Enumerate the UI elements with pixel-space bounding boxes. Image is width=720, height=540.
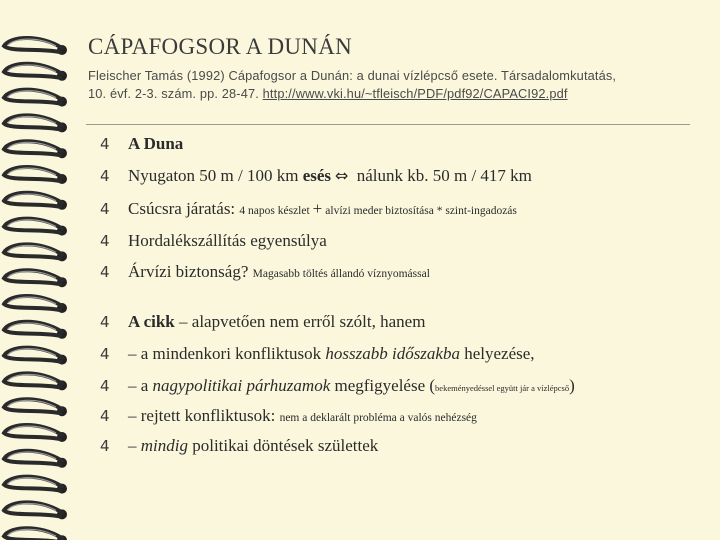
citation-link[interactable]: http://www.vki.hu/~tfleisch/PDF/pdf92/CAPACI92.pdf [262, 86, 568, 101]
item-small: Magasabb töltés állandó víznyomással [252, 268, 430, 280]
slide-title: CÁPAFOGSOR A DUNÁN [88, 34, 353, 59]
bullet-icon: 4 [100, 232, 110, 250]
spiral-ring [4, 528, 67, 540]
list-item [100, 262, 430, 282]
spiral-ring [4, 115, 67, 132]
spiral-ring [4, 477, 67, 494]
item-italic: mindig [140, 436, 188, 455]
spiral-ring [4, 373, 67, 390]
spiral-ring [4, 451, 67, 468]
item-text: Nyugaton 50 m / 100 km [128, 166, 303, 185]
spiral-binding-icon [0, 0, 80, 540]
list-item [100, 344, 535, 364]
spiral-ring [4, 270, 67, 287]
citation-line-1: Fleischer Tamás (1992) Cápafogsor a Dunán: a dunai vízlépcső esete. Társadalomkutatás, [88, 68, 617, 83]
bullet-icon: 4 [100, 200, 110, 218]
item-plus: + [312, 199, 323, 218]
item-italic: hosszabb időszakba [325, 344, 460, 363]
item-text: Hordalékszállítás egyensúlya [128, 231, 327, 250]
spiral-ring [4, 219, 67, 236]
item-tiny: bekeményedéssel együtt jár a vízlépcső [435, 383, 570, 393]
spiral-ring [4, 193, 67, 210]
spiral-ring [4, 322, 67, 339]
item-small: 4 napos készlet [239, 205, 310, 217]
bullet-icon: 4 [100, 167, 110, 185]
spiral-ring [4, 502, 67, 519]
item-text: politikai döntések születtek [187, 436, 379, 455]
list-item [100, 231, 327, 251]
item-text: ) [569, 376, 575, 395]
item-text: nálunk kb. 50 m / 417 km [352, 166, 532, 185]
item-text: megfigyelése ( [330, 376, 436, 395]
spiral-ring [4, 167, 67, 184]
bullet-icon: 4 [100, 313, 110, 331]
item-text: Árvízi biztonság? [128, 262, 253, 281]
spiral-ring [4, 64, 67, 81]
item-text: – a [128, 376, 153, 395]
item-small: alvízi meder biztosítása [325, 205, 434, 217]
item-text: Csúcsra járatás: [128, 199, 240, 218]
list-item [100, 166, 532, 186]
spiral-ring [4, 399, 67, 416]
spiral-ring [4, 425, 67, 442]
list-item [100, 376, 575, 396]
item-small: nem a deklarált probléma a valós nehézség [279, 412, 477, 424]
spiral-ring [4, 38, 67, 55]
spiral-ring [4, 141, 67, 158]
bullet-icon: 4 [100, 263, 110, 281]
item-italic: nagypolitikai párhuzamok [152, 376, 331, 395]
item-text: helyezése, [459, 344, 535, 363]
item-text: A Duna [128, 134, 184, 153]
bullet-icon: 4 [100, 437, 110, 455]
list-item [100, 406, 477, 426]
bullet-icon: 4 [100, 345, 110, 363]
spiral-ring [4, 244, 67, 261]
spiral-ring [4, 348, 67, 365]
bullet-icon: 4 [100, 407, 110, 425]
list-item [100, 134, 183, 154]
list-item [100, 312, 425, 332]
item-small: * szint-ingadozás [433, 205, 517, 217]
spiral-ring [4, 296, 67, 313]
bullet-icon: 4 [100, 135, 110, 153]
citation-line-2: 10. évf. 2-3. szám. pp. 28-47. [88, 86, 263, 101]
item-text: – alapvetően nem erről szólt, hanem [174, 312, 426, 331]
item-text: – rejtett konfliktusok: [128, 406, 280, 425]
divider [86, 124, 690, 125]
list-item [100, 199, 517, 219]
item-bold: esés [302, 166, 332, 185]
list-item [100, 436, 378, 456]
item-bold: A cikk [128, 312, 175, 331]
citation [88, 67, 698, 103]
item-text: – [128, 436, 141, 455]
left-right-arrow-icon: ⇔ [335, 166, 349, 185]
item-text: – a mindenkori konfliktusok [128, 344, 326, 363]
bullet-icon: 4 [100, 377, 110, 395]
spiral-ring [4, 90, 67, 107]
